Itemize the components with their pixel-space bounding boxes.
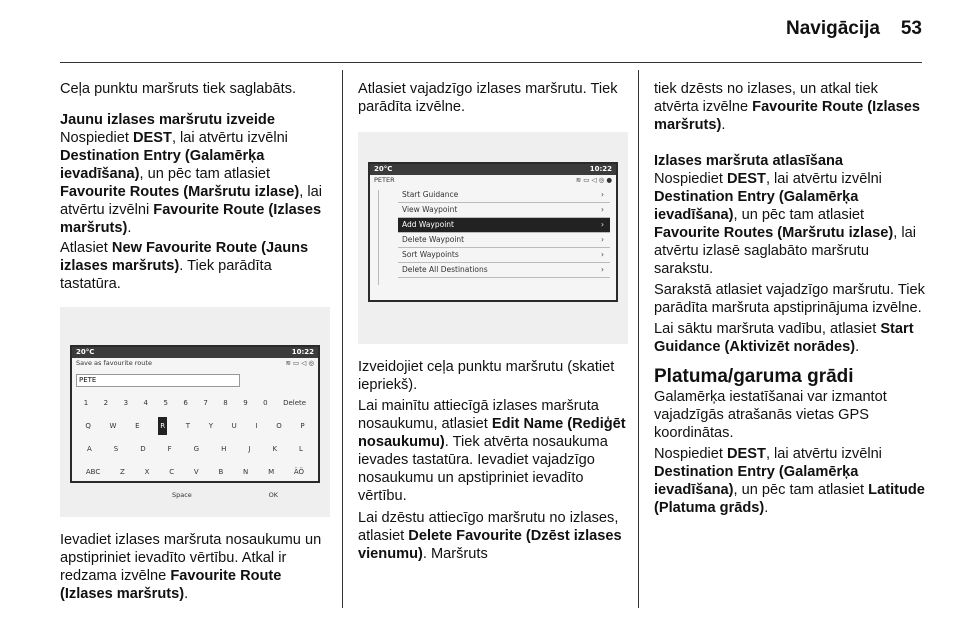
bold-term: Favourite Route (Izlases maršruts) [60, 568, 282, 602]
ok-key: OK [268, 491, 278, 499]
bold-term: DEST [727, 171, 766, 187]
chevron-right-icon: › [601, 190, 604, 199]
menu-item [398, 263, 610, 278]
space-key: Space [172, 491, 192, 499]
bold-term: Favourite Route (Izlases maršruts) [60, 202, 322, 236]
paragraph: Lai sāktu maršruta vadību, atlasiet Start Guidance (Aktivizēt norādes). [654, 321, 914, 355]
paragraph: Izveidojiet ceļa punktu maršrutu (skatiet iepriekš). [358, 359, 615, 393]
keyboard-key: K [272, 445, 278, 453]
temperature: 20°C [374, 165, 393, 173]
keyboard-key: F [167, 445, 172, 453]
page-number: 53 [900, 18, 922, 39]
column-divider [638, 70, 639, 608]
keyboard-key: H [221, 445, 227, 453]
bold-term: Edit Name (Rediģēt nosaukumu) [358, 416, 626, 450]
paragraph: tiek dzēsts no izlases, un atkal tiek atvērta izvēlne Favourite Route (Izlases maršruts). [654, 81, 921, 133]
paragraph: Lai dzēstu attiecīgo maršrutu no izlases, atlasiet Delete Favourite (Dzēst izlases vienumu). Maršruts [358, 510, 622, 562]
bold-term: Delete Favourite (Dzēst izlases vienumu) [358, 528, 622, 562]
keyboard-key: Y [208, 422, 213, 430]
keyboard-key: 0 [263, 399, 268, 407]
keyboard-key: 4 [143, 399, 149, 407]
column-3 [654, 80, 926, 517]
clock: 10:22 [589, 165, 612, 173]
bold-term: New Favourite Route (Jauns izlases maršruts) [60, 240, 309, 274]
temperature: 20°C [76, 348, 95, 356]
keyboard-key: N [243, 468, 249, 476]
clock: 10:22 [291, 348, 314, 356]
keyboard-key: B [218, 468, 224, 476]
keyboard-key: L [299, 445, 303, 453]
paragraph: Ceļa punktu maršruts tiek saglabāts. [60, 81, 297, 97]
keyboard-key: P [300, 422, 305, 430]
paragraph: Atlasiet vajadzīgo izlases maršrutu. Tiek parādīta izvēlne. [358, 81, 618, 115]
chevron-right-icon: › [601, 250, 604, 259]
key-row [76, 440, 314, 458]
screen-title: Save as favourite route [76, 359, 152, 367]
paragraph: Ievadiet izlases maršruta nosaukumu un apstipriniet ievadīto vērtību. Atkal ir redzama izvēlne Favourite Route (Izlases maršruts). [60, 532, 322, 602]
keyboard-key: X [144, 468, 150, 476]
keyboard-key: 5 [163, 399, 168, 407]
subheading: Izlases maršruta atlasīšana [654, 153, 844, 169]
keyboard-key: D [140, 445, 146, 453]
paragraph: Lai mainītu attiecīgā izlases maršruta nosaukumu, atlasiet Edit Name (Rediģēt nosaukumu). Tiek atvērta nosaukuma ievades tastatūra. Ievadiet vajadzīgo nosaukumu un apstipriniet ievadīto vērtību. [358, 398, 626, 504]
bold-term: Destination Entry (Galamērķa ievadīšana) [60, 148, 265, 182]
keyboard-key: 6 [183, 399, 188, 407]
paragraph: Nospiediet DEST, lai atvērtu izvēlni Destination Entry (Galamērķa ievadīšana), un pēc tam atlasiet Favourite Routes (Maršrutu izlase), lai atvērtu izlasē saglabāto maršrutu sarakstu. [654, 171, 916, 277]
menu-item [398, 248, 610, 263]
keyboard-key: A [87, 445, 92, 453]
column-2 [358, 80, 628, 563]
menu-item [398, 218, 610, 233]
key-row [76, 417, 314, 435]
subheading: Jaunu izlases maršrutu izveide [60, 112, 275, 128]
scroll-bar [378, 190, 389, 285]
screen-title: PETER [374, 176, 395, 184]
keyboard-key: 7 [203, 399, 208, 407]
keyboard-key: E [135, 422, 140, 430]
keyboard-key: C [169, 468, 175, 476]
keyboard-key: G [193, 445, 200, 453]
keyboard-key: U [231, 422, 237, 430]
keyboard-key: S [113, 445, 119, 453]
keyboard-key: ÄÖ [293, 468, 305, 476]
chevron-right-icon: › [601, 220, 604, 229]
menu-item [398, 188, 610, 203]
keyboard-key: Delete [283, 399, 307, 407]
bold-term: Destination Entry (Galamērķa ievadīšana) [654, 189, 859, 223]
menu-item-label: View Waypoint [402, 205, 458, 214]
name-field: PETE [76, 374, 240, 387]
keyboard-key: R [158, 417, 167, 435]
keyboard-key: Z [120, 468, 125, 476]
section-heading: Platuma/garuma grādi [654, 366, 854, 387]
keyboard-screenshot [60, 307, 330, 517]
keyboard-key: 8 [223, 399, 228, 407]
keyboard-key: O [276, 422, 282, 430]
bold-term: DEST [133, 130, 172, 146]
keyboard-key: 1 [83, 399, 89, 407]
keyboard-key: Q [85, 422, 91, 430]
column-1 [60, 80, 330, 603]
status-icons: ≋ ▭ ◁ ◎ [285, 359, 314, 367]
menu-item [398, 233, 610, 248]
keyboard-key: W [109, 422, 117, 430]
bold-term: Latitude (Platuma grāds) [654, 482, 925, 516]
chevron-right-icon: › [601, 265, 604, 274]
column-divider [342, 70, 343, 608]
header-rule [60, 62, 922, 63]
paragraph: Nospiediet DEST, lai atvērtu izvēlni Destination Entry (Galamērķa ievadīšana), un pēc tam atlasiet Latitude (Platuma grāds). [654, 446, 925, 516]
paragraph: Atlasiet New Favourite Route (Jauns izlases maršruts). Tiek parādīta tastatūra. [60, 240, 309, 292]
menu-item-label: Delete Waypoint [402, 235, 465, 244]
chevron-right-icon: › [601, 235, 604, 244]
keyboard-key: I [255, 422, 258, 430]
keyboard-key: J [248, 445, 251, 453]
paragraph: Nospiediet DEST, lai atvērtu izvēlni Destination Entry (Galamērķa ievadīšana), un pēc tam atlasiet Favourite Routes (Maršrutu izlase), lai atvērtu izvēlni Favourite Route (Izlases maršruts). [60, 130, 322, 236]
menu-item [398, 203, 610, 218]
menu-item-label: Delete All Destinations [402, 265, 488, 274]
keyboard-key: ABC [85, 468, 101, 476]
menu-screenshot [358, 132, 628, 344]
menu-list [398, 188, 610, 278]
keyboard-key: 3 [123, 399, 129, 407]
menu-item-label: Add Waypoint [402, 220, 455, 229]
paragraph: Galamērķa iestatīšanai var izmantot vajadzīgās atrašanās vietas GPS koordinātas. [654, 389, 887, 441]
bold-term: Favourite Routes (Maršrutu izlase) [654, 225, 894, 241]
menu-item-label: Sort Waypoints [402, 250, 459, 259]
running-header-title: Navigācija [786, 18, 880, 39]
key-row [76, 463, 314, 481]
keyboard-key: 2 [103, 399, 109, 407]
bold-term: Destination Entry (Galamērķa ievadīšana) [654, 464, 859, 498]
menu-item-label: Start Guidance [402, 190, 459, 199]
chevron-right-icon: › [601, 205, 604, 214]
keyboard-key: T [185, 422, 191, 430]
bold-term: Favourite Routes (Maršrutu izlase) [60, 184, 300, 200]
paragraph: Sarakstā atlasiet vajadzīgo maršrutu. Tiek parādīta maršruta apstiprinājuma izvēlne. [654, 282, 925, 316]
keyboard-key: 9 [243, 399, 248, 407]
keyboard-key: M [268, 468, 275, 476]
key-row [76, 394, 314, 412]
bold-term: Start Guidance (Aktivizēt norādes) [654, 321, 914, 355]
status-icons: ≋ ▭ ◁ ◎ ● [575, 176, 612, 184]
bold-term: DEST [727, 446, 766, 462]
keyboard-key: V [193, 468, 199, 476]
bold-term: Favourite Route (Izlases maršruts) [654, 99, 921, 133]
